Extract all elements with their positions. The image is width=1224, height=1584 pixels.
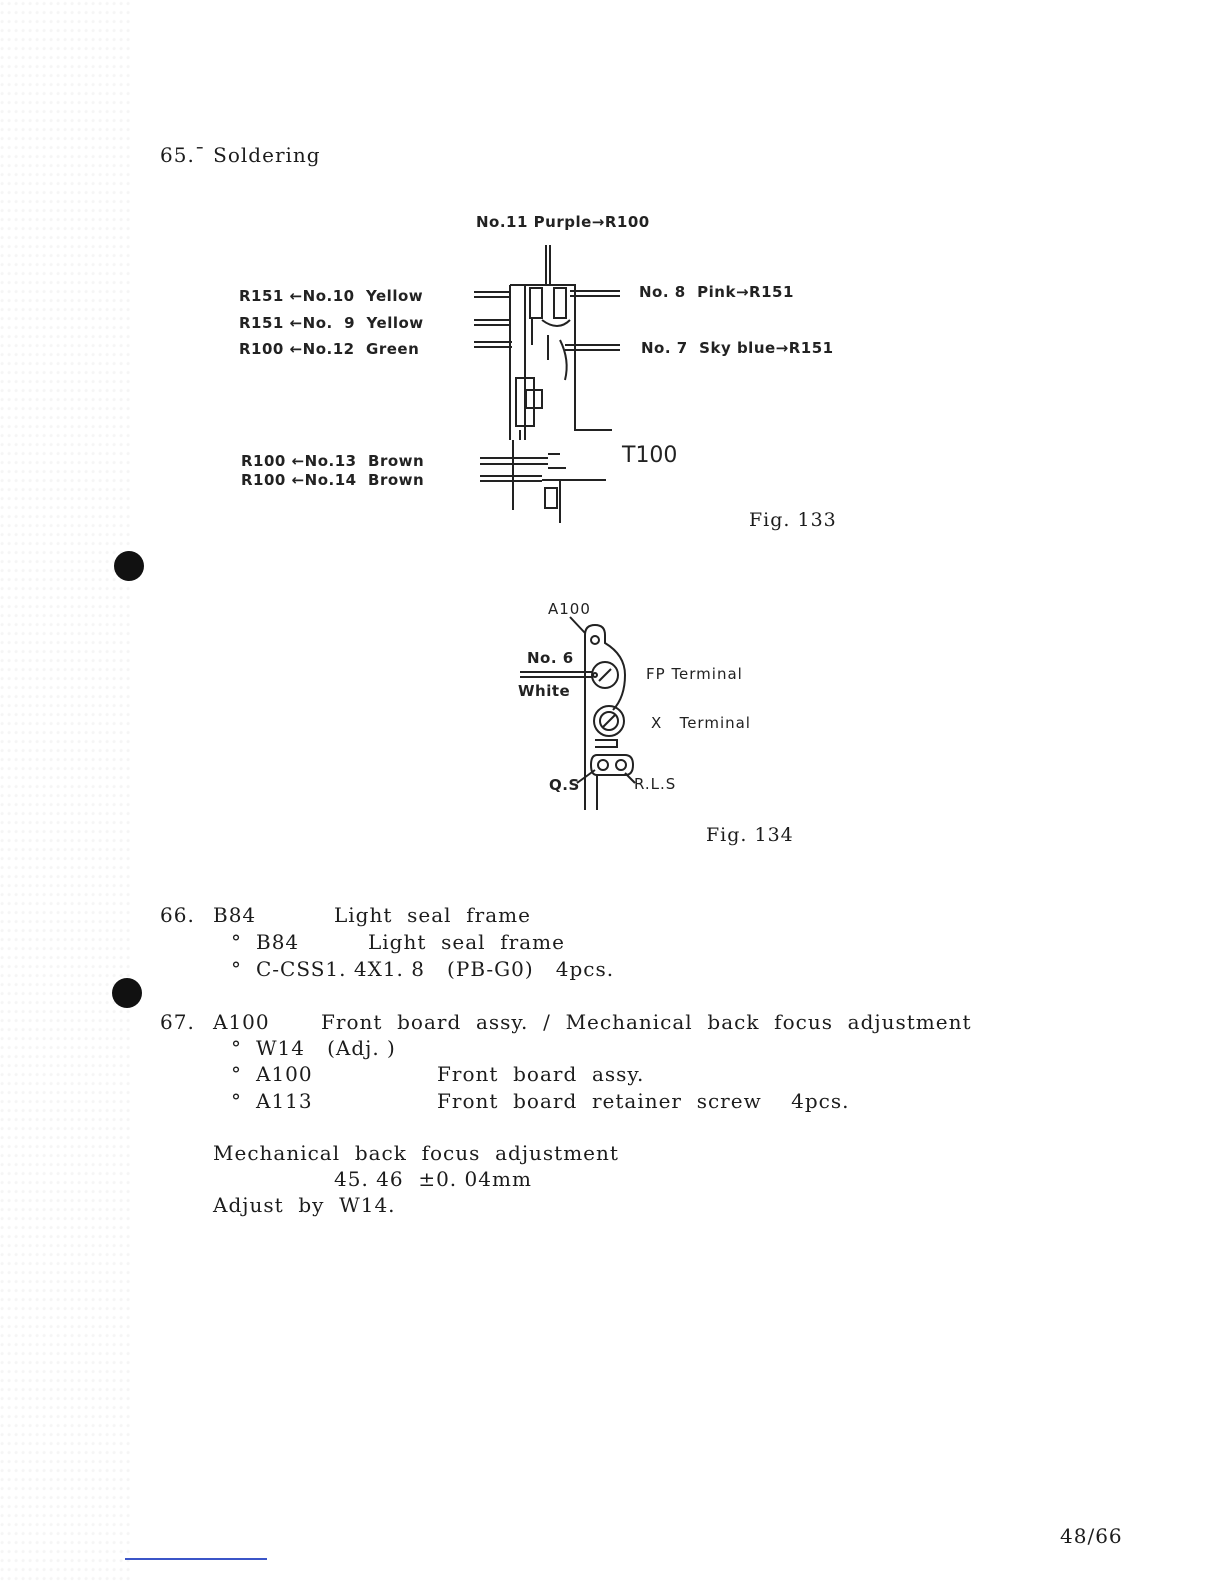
adjust-note: Adjust by W14.	[213, 1193, 396, 1217]
fig134-terminal-diagram	[535, 615, 645, 815]
fig133-left-label: R151 ←No. 9 Yellow	[239, 314, 424, 332]
adjust-value: 45. 46 ±0. 04mm	[334, 1167, 532, 1191]
step67-code: A100	[213, 1010, 270, 1034]
fig134-a100-label: A100	[548, 600, 591, 618]
step67-item-code: A113	[256, 1089, 313, 1113]
step66-number: 66.	[160, 903, 195, 927]
step67-title: Front board assy. / Mechanical back focus adjustment	[321, 1010, 972, 1034]
fig133-right-label: No. 8 Pink→R151	[639, 283, 794, 301]
page-number: 48/66	[1060, 1524, 1123, 1548]
step66-item-code: C-CSS1. 4X1. 8 (PB-G0) 4pcs.	[256, 957, 615, 981]
adjust-title: Mechanical back focus adjustment	[213, 1141, 619, 1165]
step67-item-bullet: °	[231, 1036, 242, 1060]
step65-heading: 65.¯ Soldering	[160, 143, 321, 167]
fig134-x-terminal-label: X Terminal	[651, 714, 751, 732]
fig134-caption: Fig. 134	[706, 824, 794, 846]
fig133-left-label: R100 ←No.13 Brown	[241, 452, 425, 470]
punch-hole-lower	[112, 978, 142, 1008]
step66-item-bullet: °	[231, 957, 242, 981]
step66-item-bullet: °	[231, 930, 242, 954]
step67-item-desc: Front board retainer screw 4pcs.	[437, 1089, 850, 1113]
fig134-white-label: White	[518, 682, 571, 700]
step67-item-desc: Front board assy.	[437, 1062, 645, 1086]
step66-title: Light seal frame	[334, 903, 531, 927]
fig134-no6-label: No. 6	[527, 649, 574, 667]
step67-item-code: W14 (Adj. )	[256, 1036, 396, 1060]
fig134-qs-label: Q.S	[549, 776, 580, 794]
fig133-caption: Fig. 133	[749, 509, 837, 531]
fig134-rls-label: R.L.S	[634, 775, 677, 793]
fig133-wiring-diagram	[470, 240, 640, 530]
fig133-right-label: No. 7 Sky blue→R151	[641, 339, 834, 357]
step66-code: B84	[213, 903, 257, 927]
step66-item-code: B84	[256, 930, 300, 954]
fig133-t100-label: T100	[622, 443, 678, 468]
scan-speckle	[0, 0, 130, 1584]
step67-item-bullet: °	[231, 1062, 242, 1086]
step66-item-desc: Light seal frame	[368, 930, 565, 954]
fig133-left-label: R100 ←No.12 Green	[239, 340, 420, 358]
punch-hole-upper	[114, 551, 144, 581]
step67-number: 67.	[160, 1010, 195, 1034]
footer-rule	[125, 1558, 267, 1560]
fig133-top-label: No.11 Purple→R100	[476, 213, 650, 231]
fig133-left-label: R100 ←No.14 Brown	[241, 471, 425, 489]
fig133-left-label: R151 ←No.10 Yellow	[239, 287, 424, 305]
fig134-fp-terminal-label: FP Terminal	[646, 665, 743, 683]
step67-item-bullet: °	[231, 1089, 242, 1113]
step67-item-code: A100	[256, 1062, 313, 1086]
